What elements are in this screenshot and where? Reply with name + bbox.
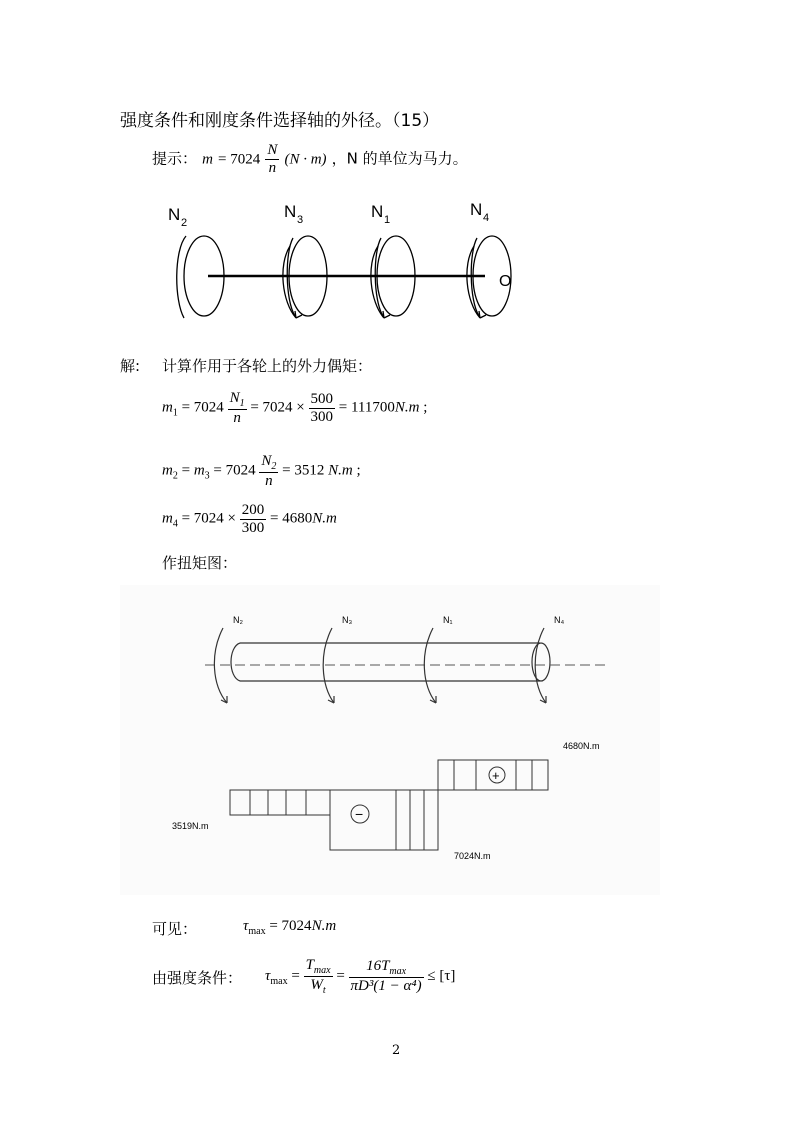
hint-m: m — [202, 151, 213, 168]
fig1-label-n: N — [284, 202, 297, 221]
eq3-fraction — [240, 502, 267, 536]
torque-diagram-title: 作扭矩图： — [162, 554, 238, 572]
minus-sign: − — [355, 806, 364, 822]
shaft-pulley-figure — [160, 190, 530, 340]
hint-unit: (N · m) — [284, 151, 327, 168]
s-tau: τ — [265, 967, 271, 984]
tau: τ — [243, 918, 249, 934]
s-fraction-2 — [349, 958, 424, 995]
eq1-f1-num: N — [229, 390, 240, 406]
strength-condition — [265, 957, 455, 996]
s-tau-sub: max — [270, 975, 288, 987]
eq2-mid: = — [181, 462, 191, 479]
eq2-f-den: n — [265, 473, 273, 489]
s-f2-num: 16T — [366, 958, 390, 975]
solution-label: 解: — [120, 357, 141, 375]
eq2-f-num: N — [261, 453, 272, 469]
label-3519: 3519N.m — [172, 821, 209, 831]
eq3-lhs: m — [162, 510, 173, 527]
strength-label: 由强度条件： — [152, 969, 243, 987]
shaft-label: N₁ — [443, 615, 453, 625]
eq1-f2-den: 300 — [310, 408, 333, 425]
shaft-label: N₂ — [233, 615, 243, 625]
eq2-end: ; — [356, 462, 361, 479]
fig1-label-sub: 3 — [297, 214, 304, 226]
eq2-lhs2: m — [193, 462, 205, 479]
problem-heading: 强度条件和刚度条件选择轴的外径。（15） — [120, 111, 440, 131]
s-fraction-1 — [304, 957, 333, 996]
eq3-unit: N.m — [312, 510, 337, 527]
eq3-f-num: 200 — [241, 502, 265, 518]
eq1-a: = 7024 — [181, 399, 224, 416]
fig1-label-sub: 4 — [483, 212, 490, 224]
fig1-label-n: N — [371, 202, 384, 221]
label-7024: 7024N.m — [454, 851, 491, 861]
s-f1-den: W — [310, 977, 323, 993]
eq3-lhs-sub: 4 — [172, 518, 178, 530]
eq1-lhs-sub: 1 — [172, 407, 178, 419]
page-number: 2 — [392, 1043, 401, 1058]
s-eq1: = — [291, 967, 300, 984]
s-end: ≤ [τ] — [427, 967, 456, 984]
label-4680: 4680N.m — [563, 741, 600, 751]
fig1-label-sub: 1 — [384, 214, 391, 226]
s-f2-num-sub: max — [389, 966, 407, 978]
s-f1-num-sub: max — [313, 965, 331, 976]
eq1-c: = 111700 — [338, 399, 395, 416]
hint-label: 提示： — [152, 149, 198, 168]
eq1-f1-den: n — [233, 410, 241, 426]
eq2-c: = 3512 — [282, 462, 325, 479]
fig1-end-label: O — [499, 273, 512, 290]
eq1-fraction-2 — [309, 391, 336, 425]
eq1-unit: N.m — [394, 399, 420, 416]
eq3-f-den: 300 — [241, 519, 265, 536]
hint-note: ，N 的单位为马力。 — [331, 149, 468, 168]
eq2-lhs1: m — [162, 462, 173, 479]
solution-intro: 计算作用于各轮上的外力偶矩： — [162, 357, 373, 375]
eq2-a: = 7024 — [213, 462, 256, 479]
eq2-f-num-sub: 2 — [271, 461, 277, 472]
tau-eq: = 7024 — [269, 918, 312, 934]
shaft-label: N₃ — [342, 615, 353, 625]
fig1-label-n: N — [168, 205, 181, 224]
figure-background — [120, 585, 660, 895]
hint-line — [152, 142, 468, 176]
eq1-f2-num: 500 — [310, 391, 333, 408]
equation-m2-m3 — [162, 453, 361, 490]
eq1-fraction-1 — [228, 390, 247, 427]
eq1-b: = 7024 × — [250, 399, 305, 416]
hint-frac-num: N — [267, 142, 278, 158]
tau-sub: max — [248, 926, 266, 937]
s-f1-den-sub: t — [322, 985, 326, 996]
eq2-lhs1-sub: 2 — [172, 470, 178, 482]
eq3-a: = 7024 × — [181, 510, 237, 527]
fig1-label-n: N — [470, 200, 483, 219]
s-f1-num: T — [305, 957, 314, 973]
visible-label: 可见： — [152, 920, 198, 938]
hint-fraction — [265, 142, 279, 176]
plus-sign: + — [492, 768, 500, 783]
torque-diagram-figure — [120, 585, 660, 895]
hint-frac-den: n — [268, 159, 277, 176]
eq1-end: ; — [423, 399, 428, 416]
eq2-fraction — [259, 453, 278, 490]
s-f2-den: πD³(1 − α⁴) — [350, 978, 422, 995]
eq2-unit: N.m — [328, 462, 353, 479]
equation-m4 — [162, 502, 337, 536]
tau-unit: N.m — [311, 918, 337, 934]
eq1-f1-num-sub: 1 — [239, 398, 245, 409]
hint-eq: = 7024 — [218, 151, 261, 168]
equation-m1 — [162, 390, 427, 427]
tau-max-line — [243, 918, 336, 937]
eq2-lhs2-sub: 3 — [204, 470, 210, 482]
shaft-label: N₄ — [554, 615, 565, 625]
fig1-label-sub: 2 — [181, 217, 188, 229]
s-eq2: = — [336, 967, 345, 984]
eq1-lhs: m — [162, 399, 173, 416]
eq3-c: = 4680 — [270, 510, 313, 527]
